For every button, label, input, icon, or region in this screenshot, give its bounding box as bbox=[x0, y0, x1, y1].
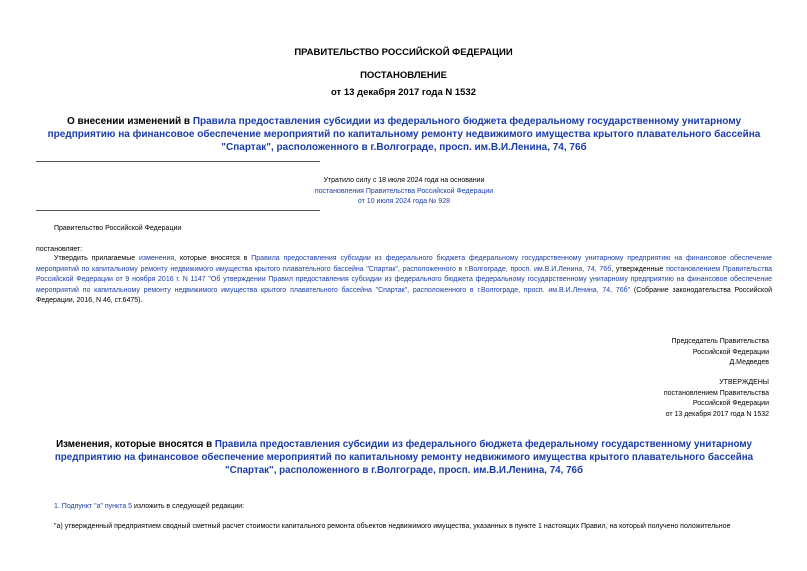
rules-link[interactable]: Правила предоставления субсидии из федерального бюджета федеральному государственному унитарному предприятию на финансовое обеспечение мероприятий по капитальному ремонту недвижимого имущества крытого плавательного бассейна "Спартак", расположенного в г.Волгограде, просп. им.В.И.Ленина, 74, 76б bbox=[36, 255, 772, 273]
status-note-link-date[interactable]: от 10 июля 2024 года № 928 bbox=[357, 198, 451, 205]
rules-title-link[interactable]: Правила предоставления субсидии из федерального бюджета федеральному государственному унитарному предприятию на финансовое обеспечение мероприятий по капитальному ремонту недвижимого имущества крытого плавательного бассейна "Спартак", расположенного в г.Волгограде, просп. им.В.И.Ленина, 74, 76б bbox=[47, 116, 761, 153]
change-item-1 bbox=[54, 502, 244, 513]
issuer: Правительство Российской Федерации bbox=[54, 225, 182, 232]
resolution-text-b: , которые вносятся в bbox=[174, 255, 252, 262]
signature-body: Российской Федерации bbox=[692, 348, 769, 356]
approved-date: от 13 декабря 2017 года N 1532 bbox=[665, 410, 769, 418]
changes-rules-link[interactable]: Правила предоставления субсидии из федерального бюджета федеральному государственному унитарному предприятию на финансовое обеспечение мероприятий по капитальному ремонту недвижимого имущества крытого плавательного бассейна "Спартак", расположенного в г.Волгограде, просп. им.В.И.Ленина, 74, 76б bbox=[54, 439, 754, 476]
document-title bbox=[36, 115, 772, 154]
approved-body: Российской Федерации bbox=[692, 400, 769, 407]
changes-title-prefix: Изменения, которые вносятся в bbox=[56, 439, 215, 450]
signature-name: Д.Медведев bbox=[729, 359, 769, 366]
approved-heading: УТВЕРЖДЕНЫ bbox=[719, 379, 769, 386]
divider-bottom bbox=[36, 210, 320, 211]
resolution-text-c: , утвержденные bbox=[611, 265, 667, 273]
status-note-link-decree[interactable]: постановления Правительства Российской Федерации bbox=[314, 187, 494, 195]
resolution-paragraph bbox=[36, 254, 772, 307]
change-quote: "а) утвержденный предприятием сводный сметный расчет стоимости капитального ремонта объектов недвижимого имущества, указанных в пункте 1 настоящих Правил, на который получено положительное bbox=[54, 523, 731, 530]
document-title-prefix: О внесении изменений в bbox=[66, 116, 193, 127]
document-type-heading: ПОСТАНОВЛЕНИЕ bbox=[360, 70, 447, 81]
approved-block bbox=[664, 378, 769, 420]
approved-by: постановлением Правительства bbox=[663, 389, 769, 397]
resolution-text-d: (Собрание законодательства Российской Федерации, 2016, N 46, ст.6475). bbox=[36, 286, 773, 304]
changes-link[interactable]: изменения bbox=[139, 255, 175, 262]
divider-top bbox=[36, 161, 320, 162]
decree-1147-link[interactable]: постановлением Правительства Российской Федерации от 9 ноября 2016 г. N 1147 "Об утверждении Правил предоставления субсидии из федерального бюджета федеральному государственному унитарному предприятию на финансовое обеспечение мероприятий по капитальному ремонту недвижимого имущества крытого плавательного бассейна "Спартак", расположенного в г.Волгограде, просп. им.В.И.Ленина, 74, 76б" bbox=[36, 265, 772, 294]
change-item-1-text: изложить в следующей редакции: bbox=[132, 503, 245, 510]
document-date-number: от 13 декабря 2017 года N 1532 bbox=[330, 87, 476, 98]
changes-title bbox=[50, 438, 758, 477]
decrees-word: постановляет: bbox=[36, 246, 83, 253]
resolution-text-a: Утвердить прилагаемые bbox=[54, 255, 140, 262]
status-note bbox=[290, 176, 518, 208]
status-note-text: Утратило силу с 18 июля 2024 года на основании bbox=[323, 177, 485, 184]
signature-block bbox=[672, 337, 769, 369]
signature-position: Председатель Правительства bbox=[671, 338, 769, 345]
government-heading: ПРАВИТЕЛЬСТВО РОССИЙСКОЙ ФЕДЕРАЦИИ bbox=[294, 47, 513, 58]
subpoint-link[interactable]: 1. Подпункт "а" пункта 5 bbox=[54, 503, 133, 510]
